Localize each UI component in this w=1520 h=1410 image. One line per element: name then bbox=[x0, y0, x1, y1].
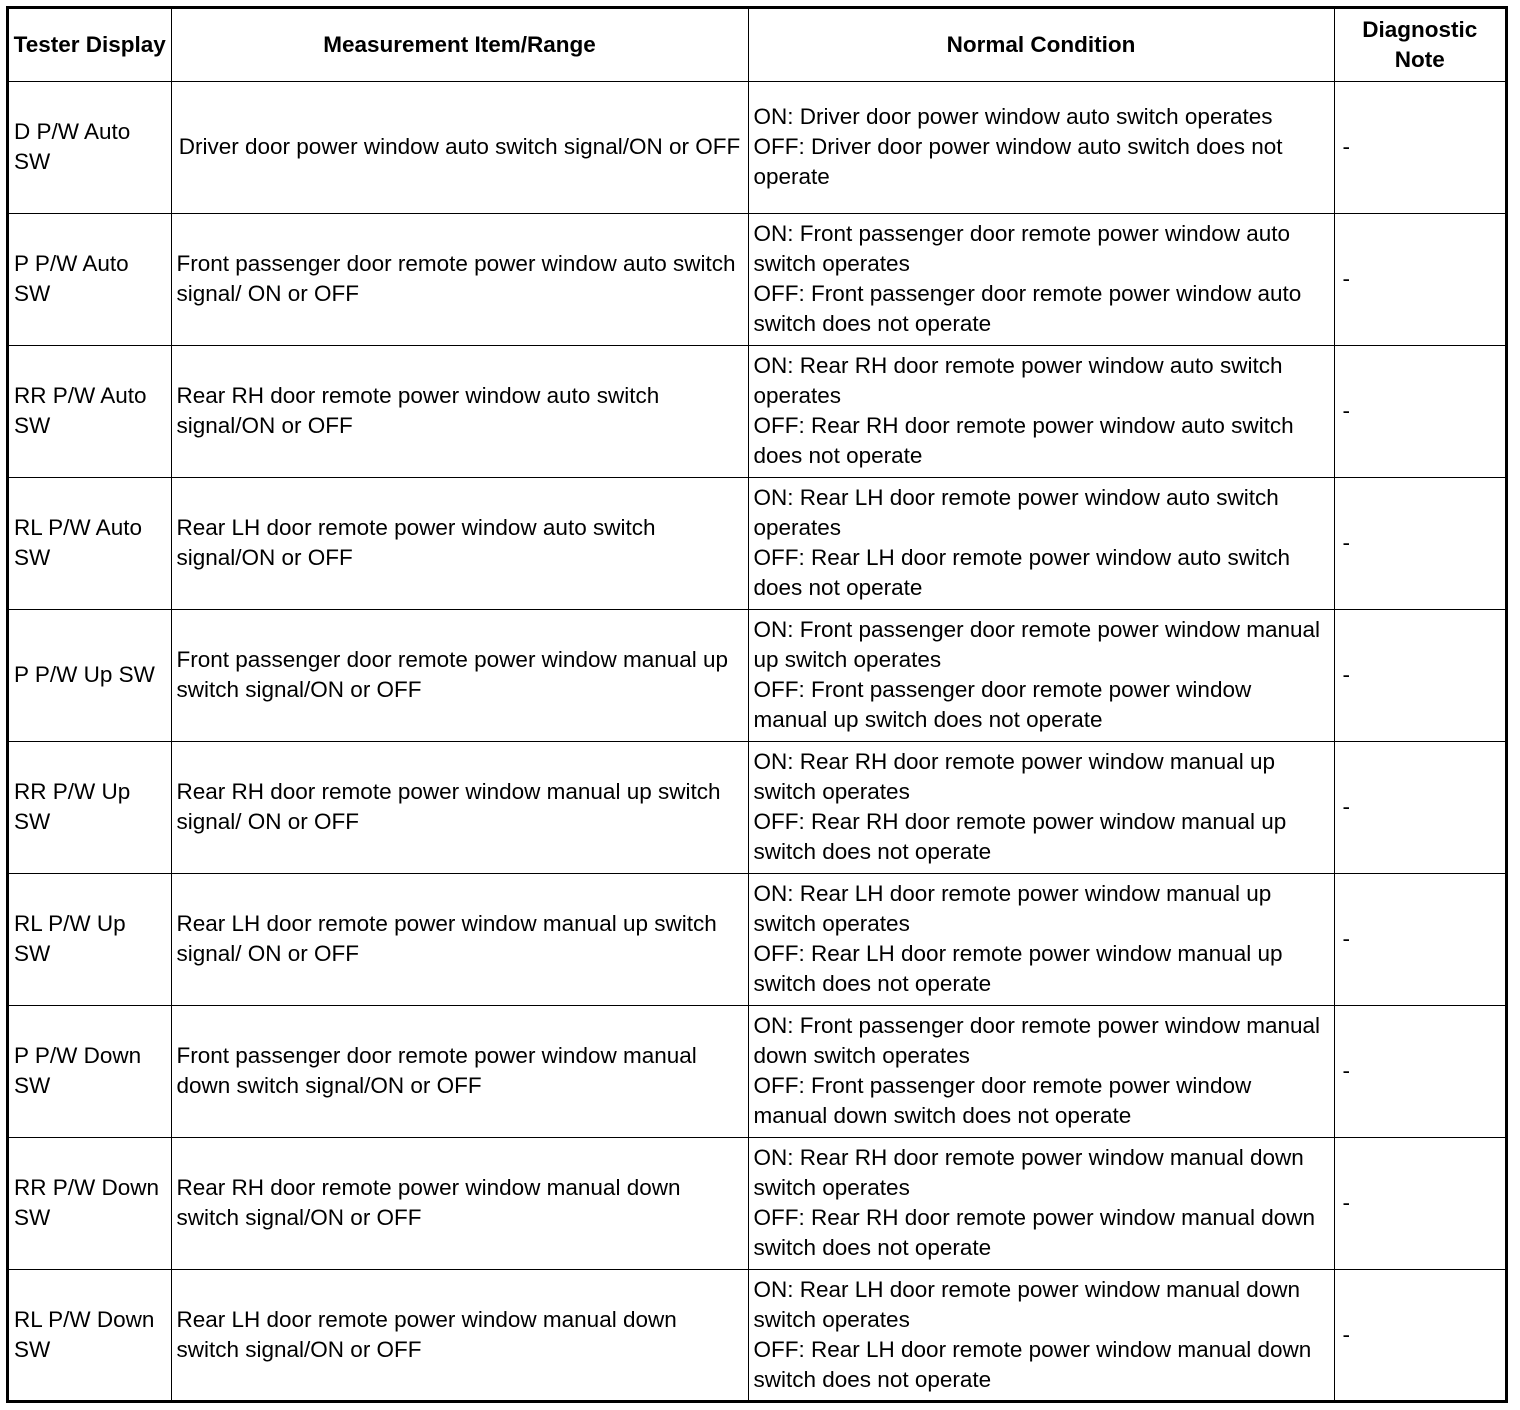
normal-condition-cell bbox=[748, 213, 1334, 345]
condition-on-text: ON: Rear RH door remote power window manual down switch operates bbox=[753, 1145, 1304, 1200]
header-normal-condition: Normal Condition bbox=[748, 9, 1334, 81]
table-row bbox=[9, 477, 1505, 609]
condition-on-text: ON: Rear LH door remote power window manual up switch operates bbox=[753, 881, 1272, 936]
normal-condition-cell bbox=[748, 1137, 1334, 1269]
normal-condition-cell bbox=[748, 1269, 1334, 1401]
header-row bbox=[9, 9, 1505, 81]
measurement-cell: Rear RH door remote power window manual down switch signal/ON or OFF bbox=[171, 1137, 748, 1269]
tester-display-cell: P P/W Up SW bbox=[9, 609, 171, 741]
condition-on-text: ON: Driver door power window auto switch operates bbox=[753, 104, 1273, 129]
table-row bbox=[9, 741, 1505, 873]
condition-off-text: OFF: Rear RH door remote power window manual down switch does not operate bbox=[753, 1205, 1315, 1260]
condition-on-text: ON: Front passenger door remote power window auto switch operates bbox=[753, 221, 1291, 276]
table-row bbox=[9, 609, 1505, 741]
condition-off-text: OFF: Rear LH door remote power window auto switch does not operate bbox=[753, 545, 1290, 600]
condition-off-text: OFF: Rear LH door remote power window manual down switch does not operate bbox=[753, 1337, 1312, 1393]
tester-display-cell: RL P/W Down SW bbox=[9, 1269, 171, 1401]
measurement-cell: Front passenger door remote power window manual down switch signal/ON or OFF bbox=[171, 1005, 748, 1137]
diagnostic-note-cell: - bbox=[1334, 345, 1505, 477]
condition-off-text: OFF: Rear RH door remote power window manual up switch does not operate bbox=[753, 809, 1287, 864]
diagnostic-note-cell: - bbox=[1334, 477, 1505, 609]
measurement-cell: Driver door power window auto switch signal/ON or OFF bbox=[171, 81, 748, 213]
condition-off-text: OFF: Rear LH door remote power window manual up switch does not operate bbox=[753, 941, 1283, 996]
table-row bbox=[9, 81, 1505, 213]
tester-display-cell: D P/W Auto SW bbox=[9, 81, 171, 213]
header-tester-display: Tester Display bbox=[9, 9, 171, 81]
measurement-cell: Rear RH door remote power window manual up switch signal/ ON or OFF bbox=[171, 741, 748, 873]
normal-condition-cell bbox=[748, 81, 1334, 213]
table-row bbox=[9, 1005, 1505, 1137]
tester-display-cell: RR P/W Auto SW bbox=[9, 345, 171, 477]
diagnostic-note-cell: - bbox=[1334, 213, 1505, 345]
tester-display-cell: RL P/W Up SW bbox=[9, 873, 171, 1005]
condition-off-text: OFF: Front passenger door remote power window manual up switch does not operate bbox=[753, 677, 1252, 732]
condition-off-text: OFF: Driver door power window auto switch does not operate bbox=[753, 134, 1283, 189]
header-diagnostic-note: Diagnostic Note bbox=[1334, 9, 1505, 81]
condition-off-text: OFF: Front passenger door remote power window manual down switch does not operate bbox=[753, 1073, 1252, 1128]
measurement-cell: Rear LH door remote power window auto switch signal/ON or OFF bbox=[171, 477, 748, 609]
header-measurement: Measurement Item/Range bbox=[171, 9, 748, 81]
diagnostic-note-cell: - bbox=[1334, 81, 1505, 213]
diagnostic-note-cell: - bbox=[1334, 873, 1505, 1005]
normal-condition-cell bbox=[748, 873, 1334, 1005]
diagnostic-note-cell: - bbox=[1334, 741, 1505, 873]
data-list-table-frame bbox=[6, 6, 1508, 1403]
tester-display-cell: P P/W Auto SW bbox=[9, 213, 171, 345]
tester-display-cell: RR P/W Up SW bbox=[9, 741, 171, 873]
measurement-cell: Rear LH door remote power window manual down switch signal/ON or OFF bbox=[171, 1269, 748, 1401]
condition-off-text: OFF: Front passenger door remote power window auto switch does not operate bbox=[753, 281, 1302, 336]
table-row bbox=[9, 345, 1505, 477]
condition-on-text: ON: Rear RH door remote power window manual up switch operates bbox=[753, 749, 1275, 804]
diagnostic-note-cell: - bbox=[1334, 1269, 1505, 1401]
condition-on-text: ON: Rear LH door remote power window auto switch operates bbox=[753, 485, 1279, 540]
normal-condition-cell bbox=[748, 741, 1334, 873]
measurement-cell: Rear RH door remote power window auto switch signal/ON or OFF bbox=[171, 345, 748, 477]
condition-off-text: OFF: Rear RH door remote power window auto switch does not operate bbox=[753, 413, 1294, 468]
normal-condition-cell bbox=[748, 609, 1334, 741]
table-row bbox=[9, 1137, 1505, 1269]
measurement-cell: Front passenger door remote power window auto switch signal/ ON or OFF bbox=[171, 213, 748, 345]
diagnostic-note-cell: - bbox=[1334, 609, 1505, 741]
tester-display-cell: RR P/W Down SW bbox=[9, 1137, 171, 1269]
normal-condition-cell bbox=[748, 345, 1334, 477]
table-row bbox=[9, 873, 1505, 1005]
measurement-cell: Front passenger door remote power window manual up switch signal/ON or OFF bbox=[171, 609, 748, 741]
table-row bbox=[9, 1269, 1505, 1401]
measurement-cell: Rear LH door remote power window manual up switch signal/ ON or OFF bbox=[171, 873, 748, 1005]
diagnostic-note-cell: - bbox=[1334, 1005, 1505, 1137]
normal-condition-cell bbox=[748, 1005, 1334, 1137]
condition-on-text: ON: Front passenger door remote power window manual down switch operates bbox=[753, 1013, 1321, 1068]
table-row bbox=[9, 213, 1505, 345]
tester-display-cell: RL P/W Auto SW bbox=[9, 477, 171, 609]
data-list-table bbox=[9, 9, 1505, 1401]
condition-on-text: ON: Rear LH door remote power window manual down switch operates bbox=[753, 1277, 1301, 1333]
condition-on-text: ON: Rear RH door remote power window auto switch operates bbox=[753, 353, 1283, 408]
diagnostic-note-cell: - bbox=[1334, 1137, 1505, 1269]
condition-on-text: ON: Front passenger door remote power window manual up switch operates bbox=[753, 617, 1321, 672]
normal-condition-cell bbox=[748, 477, 1334, 609]
tester-display-cell: P P/W Down SW bbox=[9, 1005, 171, 1137]
